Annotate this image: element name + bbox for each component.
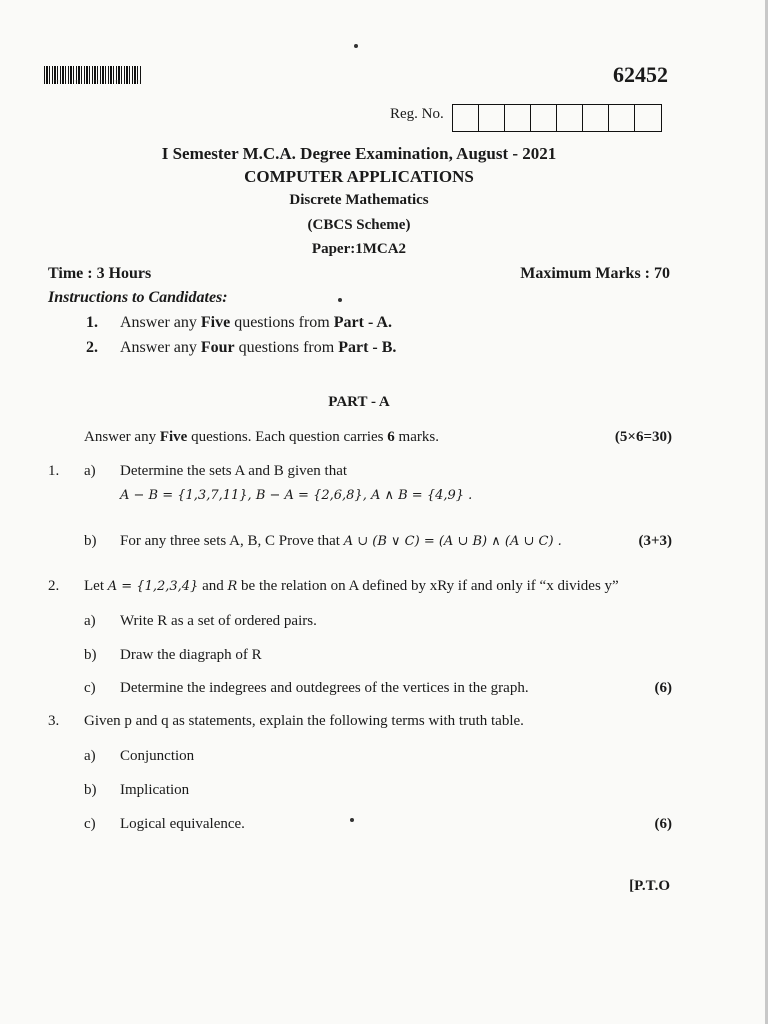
scan-speck [350,818,354,822]
reg-no-box[interactable] [453,105,479,131]
reg-no-box[interactable] [609,105,635,131]
question-marks: (6) [654,680,672,696]
paper-code: 62452 [613,62,668,87]
time-label: Time : 3 Hours [48,265,152,282]
subquestion-label: a) [84,613,96,629]
subquestion-label: c) [84,680,96,696]
question-text: Draw the diagraph of R [120,647,262,663]
scan-speck [354,44,358,48]
question-number: 2. [48,578,60,594]
subquestion-label: a) [84,748,96,764]
reg-no-box[interactable] [479,105,505,131]
reg-no-boxes[interactable] [452,104,662,132]
question-text: Write R as a set of ordered pairs. [120,613,317,629]
reg-no-box[interactable] [557,105,583,131]
question-text: Determine the indegrees and outdegrees of the vertices in the graph. [120,680,529,696]
part-a-heading: PART - A [328,394,390,410]
scheme-title: (CBCS Scheme) [307,217,411,233]
question-text: Conjunction [120,748,195,764]
question-text: Logical equivalence. [120,816,245,832]
course-title: Discrete Mathematics [289,192,429,208]
instruction-text: Answer any Five questions from Part - A. [120,314,392,331]
question-text: Determine the sets A and B given that [120,463,348,479]
question-number: 1. [48,463,60,479]
question-text: Given p and q as statements, explain the following terms with truth table. [84,713,524,729]
set-identity: A ∪ (B ∨ C) = (A ∪ B) ∧ (A ∪ C) . [343,534,562,549]
question-text: For any three sets A, B, C Prove that A ∪ (B ∨ C) = (A ∪ B) ∧ (A ∪ C) . [120,533,562,549]
set-equation: A − B = {1,3,7,11}, B − A = {2,6,8}, A ∧ B = {4,9} . [120,488,473,503]
question-number: 3. [48,713,60,729]
instruction-number: 1. [86,314,98,331]
reg-no-box[interactable] [583,105,609,131]
instructions-heading: Instructions to Candidates: [48,289,228,306]
subquestion-label: b) [84,782,97,798]
subquestion-label: b) [84,647,97,663]
question-marks: (6) [654,816,672,832]
barcode [44,66,142,84]
subquestion-label: a) [84,463,96,479]
instruction-text: Answer any Four questions from Part - B. [120,339,397,356]
subject-title: COMPUTER APPLICATIONS [244,167,474,186]
question-text: Implication [120,782,190,798]
part-a-marks: (5×6=30) [614,429,672,445]
exam-title: I Semester M.C.A. Degree Examination, August - 2021 [161,144,557,163]
part-a-instructions: Answer any Five questions. Each question carries 6 marks. [84,429,439,445]
max-marks-label: Maximum Marks : 70 [520,265,670,282]
paper-title: Paper:1MCA2 [311,241,407,257]
question-marks: (3+3) [638,533,672,549]
instruction-number: 2. [86,339,98,356]
reg-no-label: Reg. No. [390,106,444,122]
scan-speck [338,298,342,302]
reg-no-box[interactable] [531,105,557,131]
question-text: Let A = {1,2,3,4} and R be the relation on A defined by xRy if and only if “x divides y” [84,578,619,594]
subquestion-label: b) [84,533,97,549]
pto-label: [P.T.O [629,878,670,894]
reg-no-box[interactable] [505,105,531,131]
reg-no-box[interactable] [635,105,661,131]
subquestion-label: c) [84,816,96,832]
